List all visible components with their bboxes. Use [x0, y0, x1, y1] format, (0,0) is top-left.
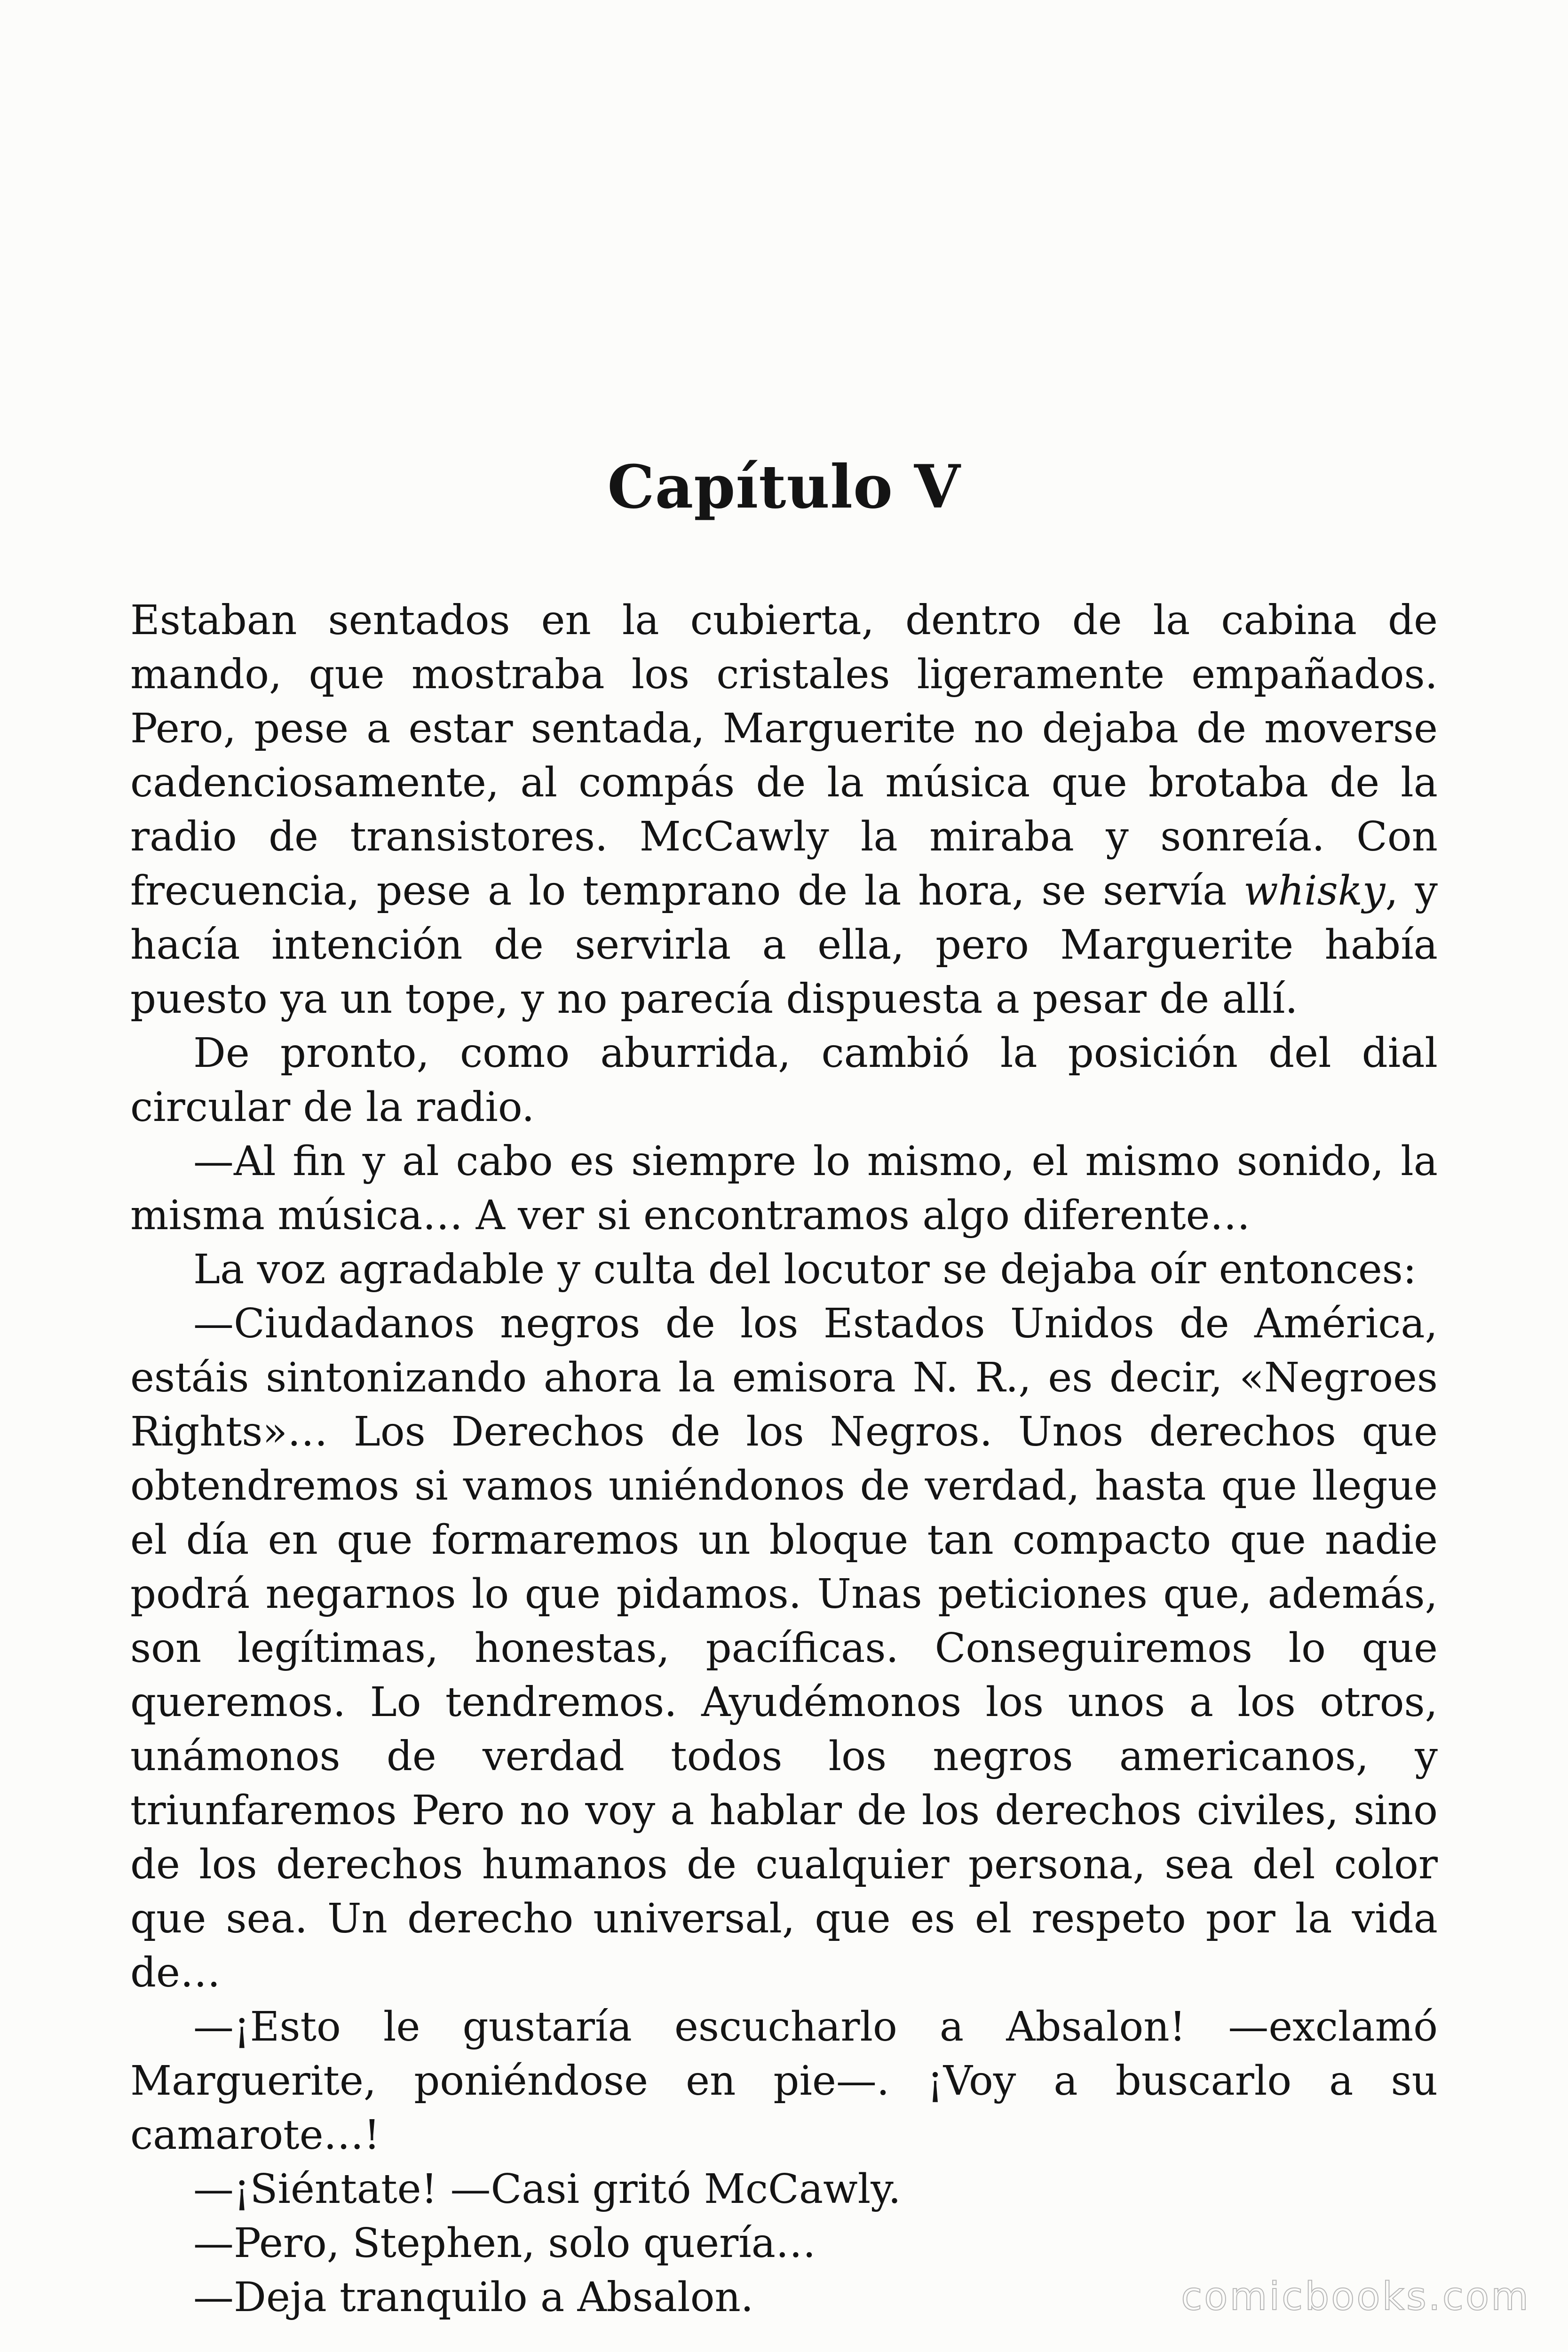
paragraph [130, 594, 1438, 1026]
paragraph-text: , y hacía intención de servirla a ella, pero Marguerite había puesto ya un tope, y no parecía dispuesta a pesar de allí. [130, 867, 1438, 1023]
chapter-body [130, 594, 1438, 2325]
paragraph: —Pero, Stephen, solo quería… [193, 2220, 816, 2267]
paragraph: De pronto, como aburrida, cambió la posición del dial circular de la radio. [130, 1030, 1438, 1131]
paragraph: —Deja tranquilo a Absalon. [193, 2274, 754, 2321]
chapter-title: Capítulo V [607, 452, 961, 522]
paragraph-text: Estaban sentados en la cubierta, dentro de la cabina de mando, que mostraba los cristales ligeramente empañados. Pero, pese a estar sentada, Marguerite no dejaba de moverse cadenciosamente, al compás de la música que brotaba de la radio de transistores. McCawly la miraba y sonreía. Con frecuencia, pese a lo temprano de la hora, se servía [130, 597, 1438, 914]
paragraph: —¡Siéntate! —Casi gritó McCawly. [193, 2166, 901, 2213]
paragraph: —¡Esto le gustaría escucharlo a Absalon! —exclamó Marguerite, poniéndose en pie—. ¡Voy a buscarlo a su camarote…! [130, 2003, 1438, 2159]
watermark: comicbooks.com [1181, 2274, 1530, 2319]
paragraph: —Al fin y al cabo es siempre lo mismo, el mismo sonido, la misma música… A ver si encontramos algo diferente… [130, 1138, 1438, 1239]
paragraph: La voz agradable y culta del locutor se dejaba oír entonces: [193, 1246, 1417, 1293]
paragraph: —Ciudadanos negros de los Estados Unidos de América, estáis sintonizando ahora la emisora N. R., es decir, «Negroes Rights»… Los Derechos de los Negros. Unos derechos que obtendremos si vamos uniéndonos de verdad, hasta que llegue el día en que formaremos un bloque tan compacto que nadie podrá negarnos lo que pidamos. Unas peticiones que, además, son legítimas, honestas, pacíficas. Conseguiremos lo que queremos. Lo tendremos. Ayudémonos los unos a los otros, unámonos de verdad todos los negros americanos, y triunfaremos Pero no voy a hablar de los derechos civiles, sino de los derechos humanos de cualquier persona, sea del color que sea. Un derecho universal, que es el respeto por la vida de… [130, 1300, 1438, 1996]
italic-word: whisky [1243, 867, 1386, 914]
